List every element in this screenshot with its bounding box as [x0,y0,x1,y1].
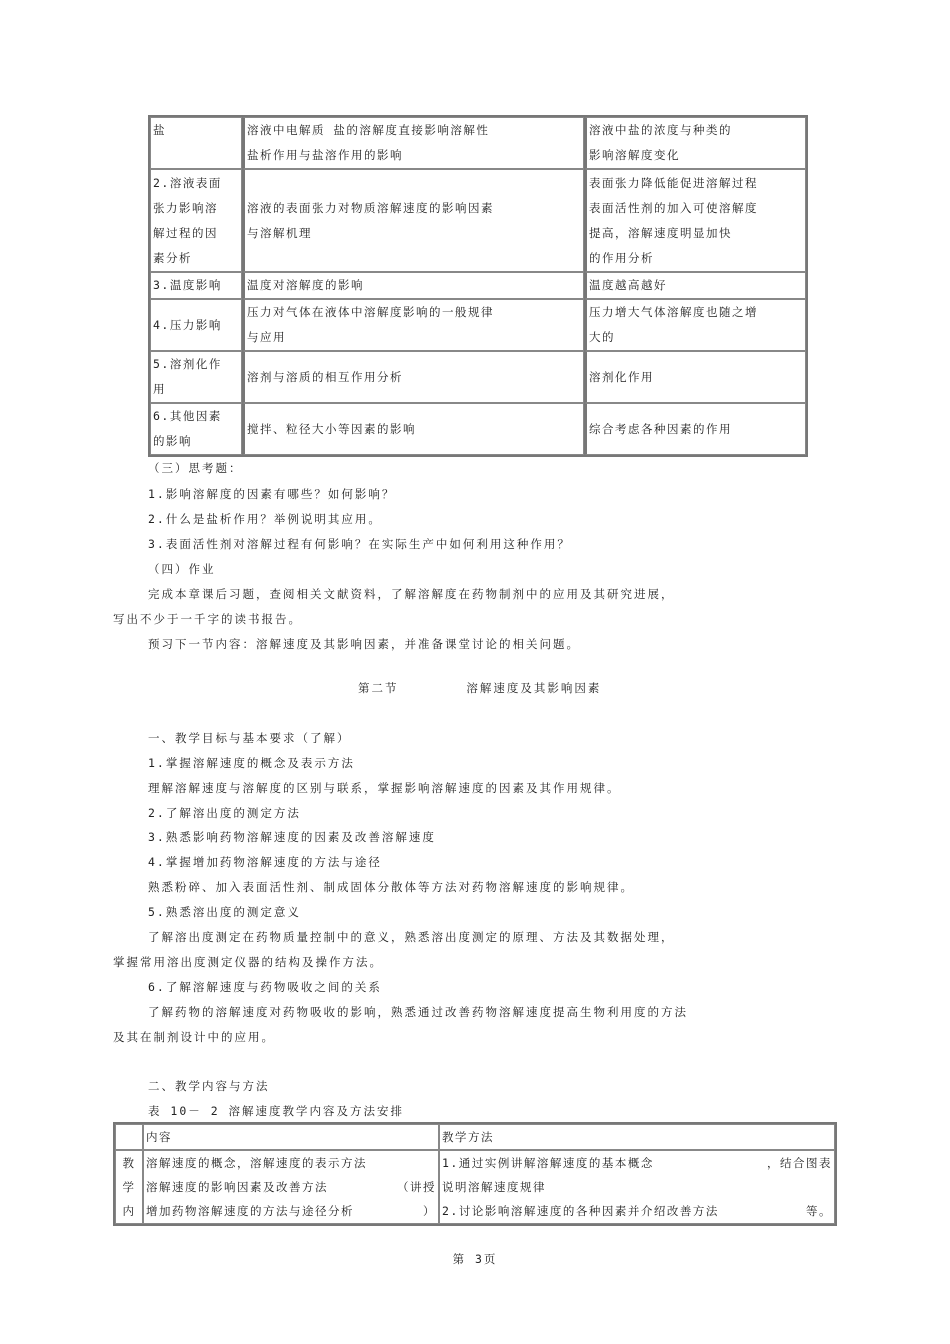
cell-text: 溶解速度的影响因素及改善方法 [146,1180,328,1194]
table-cell [584,299,806,351]
table-cell [242,117,584,169]
table-cell [150,117,242,169]
cell-text: 1.通过实例讲解溶解速度的基本概念 [442,1156,654,1170]
cell-line: 溶液中盐的浓度与种类的 [589,123,732,137]
table-cell [242,169,584,272]
paragraph-line: 完成本章课后习题，查阅相关文献资料，了解溶解度在药物制剂中的应用及其研究进展， [148,587,675,601]
section-name: 溶解速度及其影响因素 [466,681,602,695]
cell-line: 搅拌、粒径大小等因素的影响 [247,421,416,436]
cell-line: 温度对溶解度的影响 [247,278,364,292]
table-cell [242,351,584,403]
teaching-table [113,1122,837,1226]
paragraph-line: 2.了解溶出度的测定方法 [148,806,301,820]
table-cell [150,351,242,403]
cell-line [146,1151,436,1175]
cell-line: 内 [122,1204,136,1218]
cell-line: 教 [122,1156,136,1170]
cell-line: 用 [153,382,166,396]
content-table [148,115,808,457]
paragraph-line: 了解溶出度测定在药物质量控制中的意义，熟悉溶出度测定的原理、方法及其数据处理， [148,930,675,944]
paragraph-line: 1.掌握溶解速度的概念及表示方法 [148,756,355,770]
cell-line: 表面张力降低能促进溶解过程 [589,175,758,190]
table-row [150,351,806,403]
cell-line: 与溶解机理 [247,225,312,240]
paragraph-line: 1.影响溶解度的因素有哪些？如何影响？ [148,487,396,501]
cell-line: 提高，溶解速度明显加快 [589,225,732,240]
table-row [115,1150,835,1224]
cell-line: 溶液的表面张力对物质溶解速度的影响因素 [247,200,494,215]
cell-line: 解过程的因 [153,225,218,240]
table-row [150,169,806,272]
table-cell [584,351,806,403]
paragraph-line: （三）思考题： [148,461,243,475]
table-header-content: 内容 [143,1124,439,1150]
cell-line: 大的 [589,330,615,344]
cell-line: 盐析作用与盐溶作用的影响 [247,148,403,162]
cell-line: 素分析 [153,250,192,265]
table-cell [584,403,806,455]
cell-line: 溶液中电解质 盐的溶解度直接影响溶解性 [247,123,490,137]
table-header-row [115,1124,835,1150]
cell-text-right: （讲授 [397,1180,436,1194]
cell-line: 学 [122,1180,136,1194]
cell-line: 盐 [153,123,166,137]
method-cell [439,1150,835,1224]
cell-line: 影响溶解度变化 [589,148,680,162]
row-label [115,1150,143,1224]
cell-line: 温度越高越好 [589,278,667,292]
cell-line [146,1175,436,1199]
paragraph-line: 3.熟悉影响药物溶解速度的因素及改善溶解速度 [148,830,436,844]
paragraph-line: 写出不少于一千字的读书报告。 [113,612,302,626]
cell-text-right: 等。 [806,1204,832,1218]
section-title [358,680,601,696]
paragraph-line: 及其在制剂设计中的应用。 [113,1030,275,1044]
paragraph-line: 二、教学内容与方法 [148,1079,270,1093]
table-cell [150,299,242,351]
paragraph-line: 熟悉粉碎、加入表面活性剂、制成固体分散体等方法对药物溶解速度的影响规律。 [148,880,634,894]
paragraph-line: 了解药物的溶解速度对药物吸收的影响，熟悉通过改善药物溶解速度提高生物利用度的方法 [148,1005,688,1019]
cell-line: 张力影响溶 [153,200,218,215]
cell-line [146,1199,436,1223]
cell-line [442,1151,832,1175]
table-cell [584,272,806,299]
cell-line: 5.溶剂化作 [153,357,222,371]
table-cell [150,169,242,272]
table-cell [242,272,584,299]
cell-line: 压力对气体在液体中溶解度影响的一般规律 [247,305,494,319]
cell-line: 压力增大气体溶解度也随之增 [589,305,758,319]
paragraph-line: 3.表面活性剂对溶解过程有何影响？在实际生产中如何利用这种作用？ [148,537,571,551]
table-cell [584,169,806,272]
paragraph-line: 预习下一节内容：溶解速度及其影响因素，并准备课堂讨论的相关问题。 [148,637,580,651]
table-row [150,117,806,169]
paragraph-line: 5.熟悉溶出度的测定意义 [148,905,301,919]
cell-text: 溶解速度的概念，溶解速度的表示方法 [146,1156,367,1170]
cell-line: 2.溶液表面 [153,175,222,190]
cell-line [442,1199,832,1223]
table-cell [584,117,806,169]
cell-text: 2.讨论影响溶解速度的各种因素并介绍改善方法 [442,1204,719,1218]
paragraph-line: 表 10－ 2 溶解速度教学内容及方法安排 [148,1104,405,1118]
content-cell [143,1150,439,1224]
cell-line: 3.温度影响 [153,278,222,292]
cell-line: 4.压力影响 [153,317,222,332]
table-cell [242,299,584,351]
table-cell [150,272,242,299]
table-row [150,299,806,351]
cell-text-right: ） [423,1204,436,1218]
cell-line [442,1175,832,1199]
cell-line: 综合考虑各种因素的作用 [589,421,732,436]
paragraph-line: 2.什么是盐析作用？举例说明其应用。 [148,512,382,526]
cell-line: 的影响 [153,434,192,448]
table-cell [150,403,242,455]
table-row [150,403,806,455]
cell-line: 表面活性剂的加入可使溶解度 [589,200,758,215]
table-row [150,272,806,299]
section-number: 第二节 [358,681,399,695]
cell-line: 溶剂与溶质的相互作用分析 [247,369,403,384]
cell-line: 6.其他因素 [153,409,222,423]
cell-line: 溶剂化作用 [589,369,654,384]
table-header-blank [115,1124,143,1150]
page-number: 第 3页 [452,1252,498,1266]
table-header-method: 教学方法 [439,1124,835,1150]
paragraph-line: 6.了解溶解速度与药物吸收之间的关系 [148,980,382,994]
table-cell [242,403,584,455]
cell-text: 增加药物溶解速度的方法与途径分析 [146,1204,354,1218]
cell-text-right: ，结合图表 [767,1156,832,1170]
cell-line: 的作用分析 [589,250,654,265]
cell-line: 与应用 [247,330,286,344]
paragraph-line: 4.掌握增加药物溶解速度的方法与途径 [148,855,382,869]
paragraph-line: 掌握常用溶出度测定仪器的结构及操作方法。 [113,955,383,969]
paragraph-line: 一、教学目标与基本要求（了解） [148,731,351,745]
cell-text: 说明溶解速度规律 [442,1180,546,1194]
paragraph-line: 理解溶解速度与溶解度的区别与联系，掌握影响溶解速度的因素及其作用规律。 [148,781,621,795]
paragraph-line: （四）作业 [148,562,216,576]
